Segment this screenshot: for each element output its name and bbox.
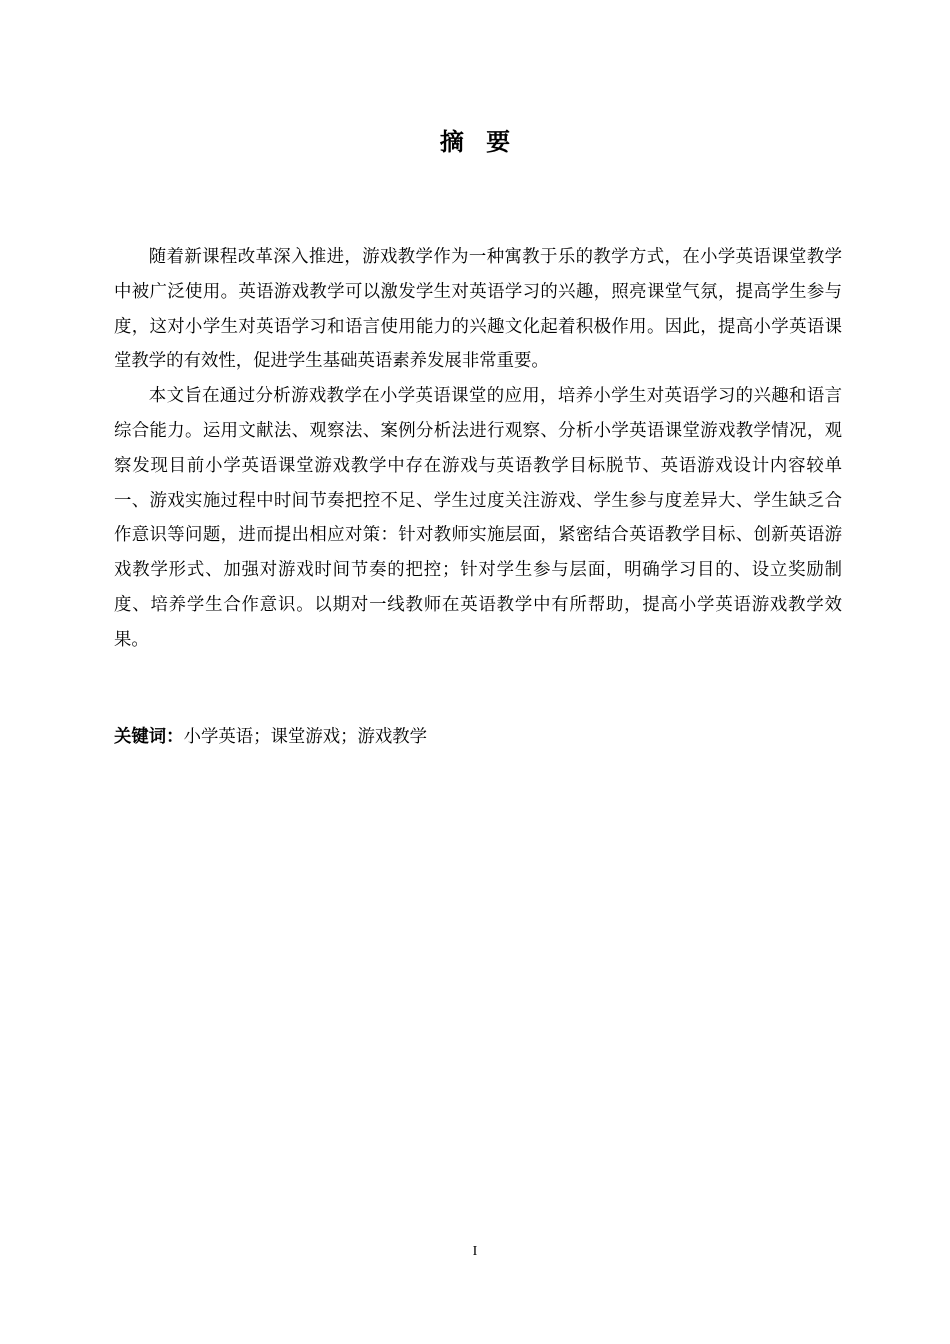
- page-title: [0, 122, 950, 157]
- abstract-paragraph-2: 本文旨在通过分析游戏教学在小学英语课堂的应用，培养小学生对英语学习的兴趣和语言综合能力。运用文献法、观察法、案例分析法进行观察、分析小学英语课堂游戏教学情况，观察发现目前小学英语课堂游戏教学中存在游戏与英语教学目标脱节、英语游戏设计内容较单一、游戏实施过程中时间节奏把控不足、学生过度关注游戏、学生参与度差异大、学生缺乏合作意识等问题，进而提出相应对策：针对教师实施层面，紧密结合英语教学目标、创新英语游戏教学形式、加强对游戏时间节奏的把控；针对学生参与层面，明确学习目的、设立奖励制度、培养学生合作意识。以期对一线教师在英语教学中有所帮助，提高小学英语游戏教学效果。: [114, 386, 842, 650]
- abstract-paragraph-1: 随着新课程改革深入推进，游戏教学作为一种寓教于乐的教学方式，在小学英语课堂教学中被广泛使用。英语游戏教学可以激发学生对英语学习的兴趣，照亮课堂气氛，提高学生参与度，这对小学生对英语学习和语言使用能力的兴趣文化起着积极作用。因此，提高小学英语课堂教学的有效性，促进学生基础英语素养发展非常重要。: [114, 247, 842, 372]
- page-number: I: [472, 1244, 478, 1259]
- keywords-label: 关键词：: [114, 727, 184, 747]
- keywords-value: 小学英语；课堂游戏；游戏教学: [183, 727, 428, 747]
- page-title-char-2: 要: [486, 128, 511, 156]
- keywords-line: [114, 721, 842, 753]
- page-title-char-1: 摘: [439, 128, 464, 156]
- abstract-body: [114, 240, 842, 658]
